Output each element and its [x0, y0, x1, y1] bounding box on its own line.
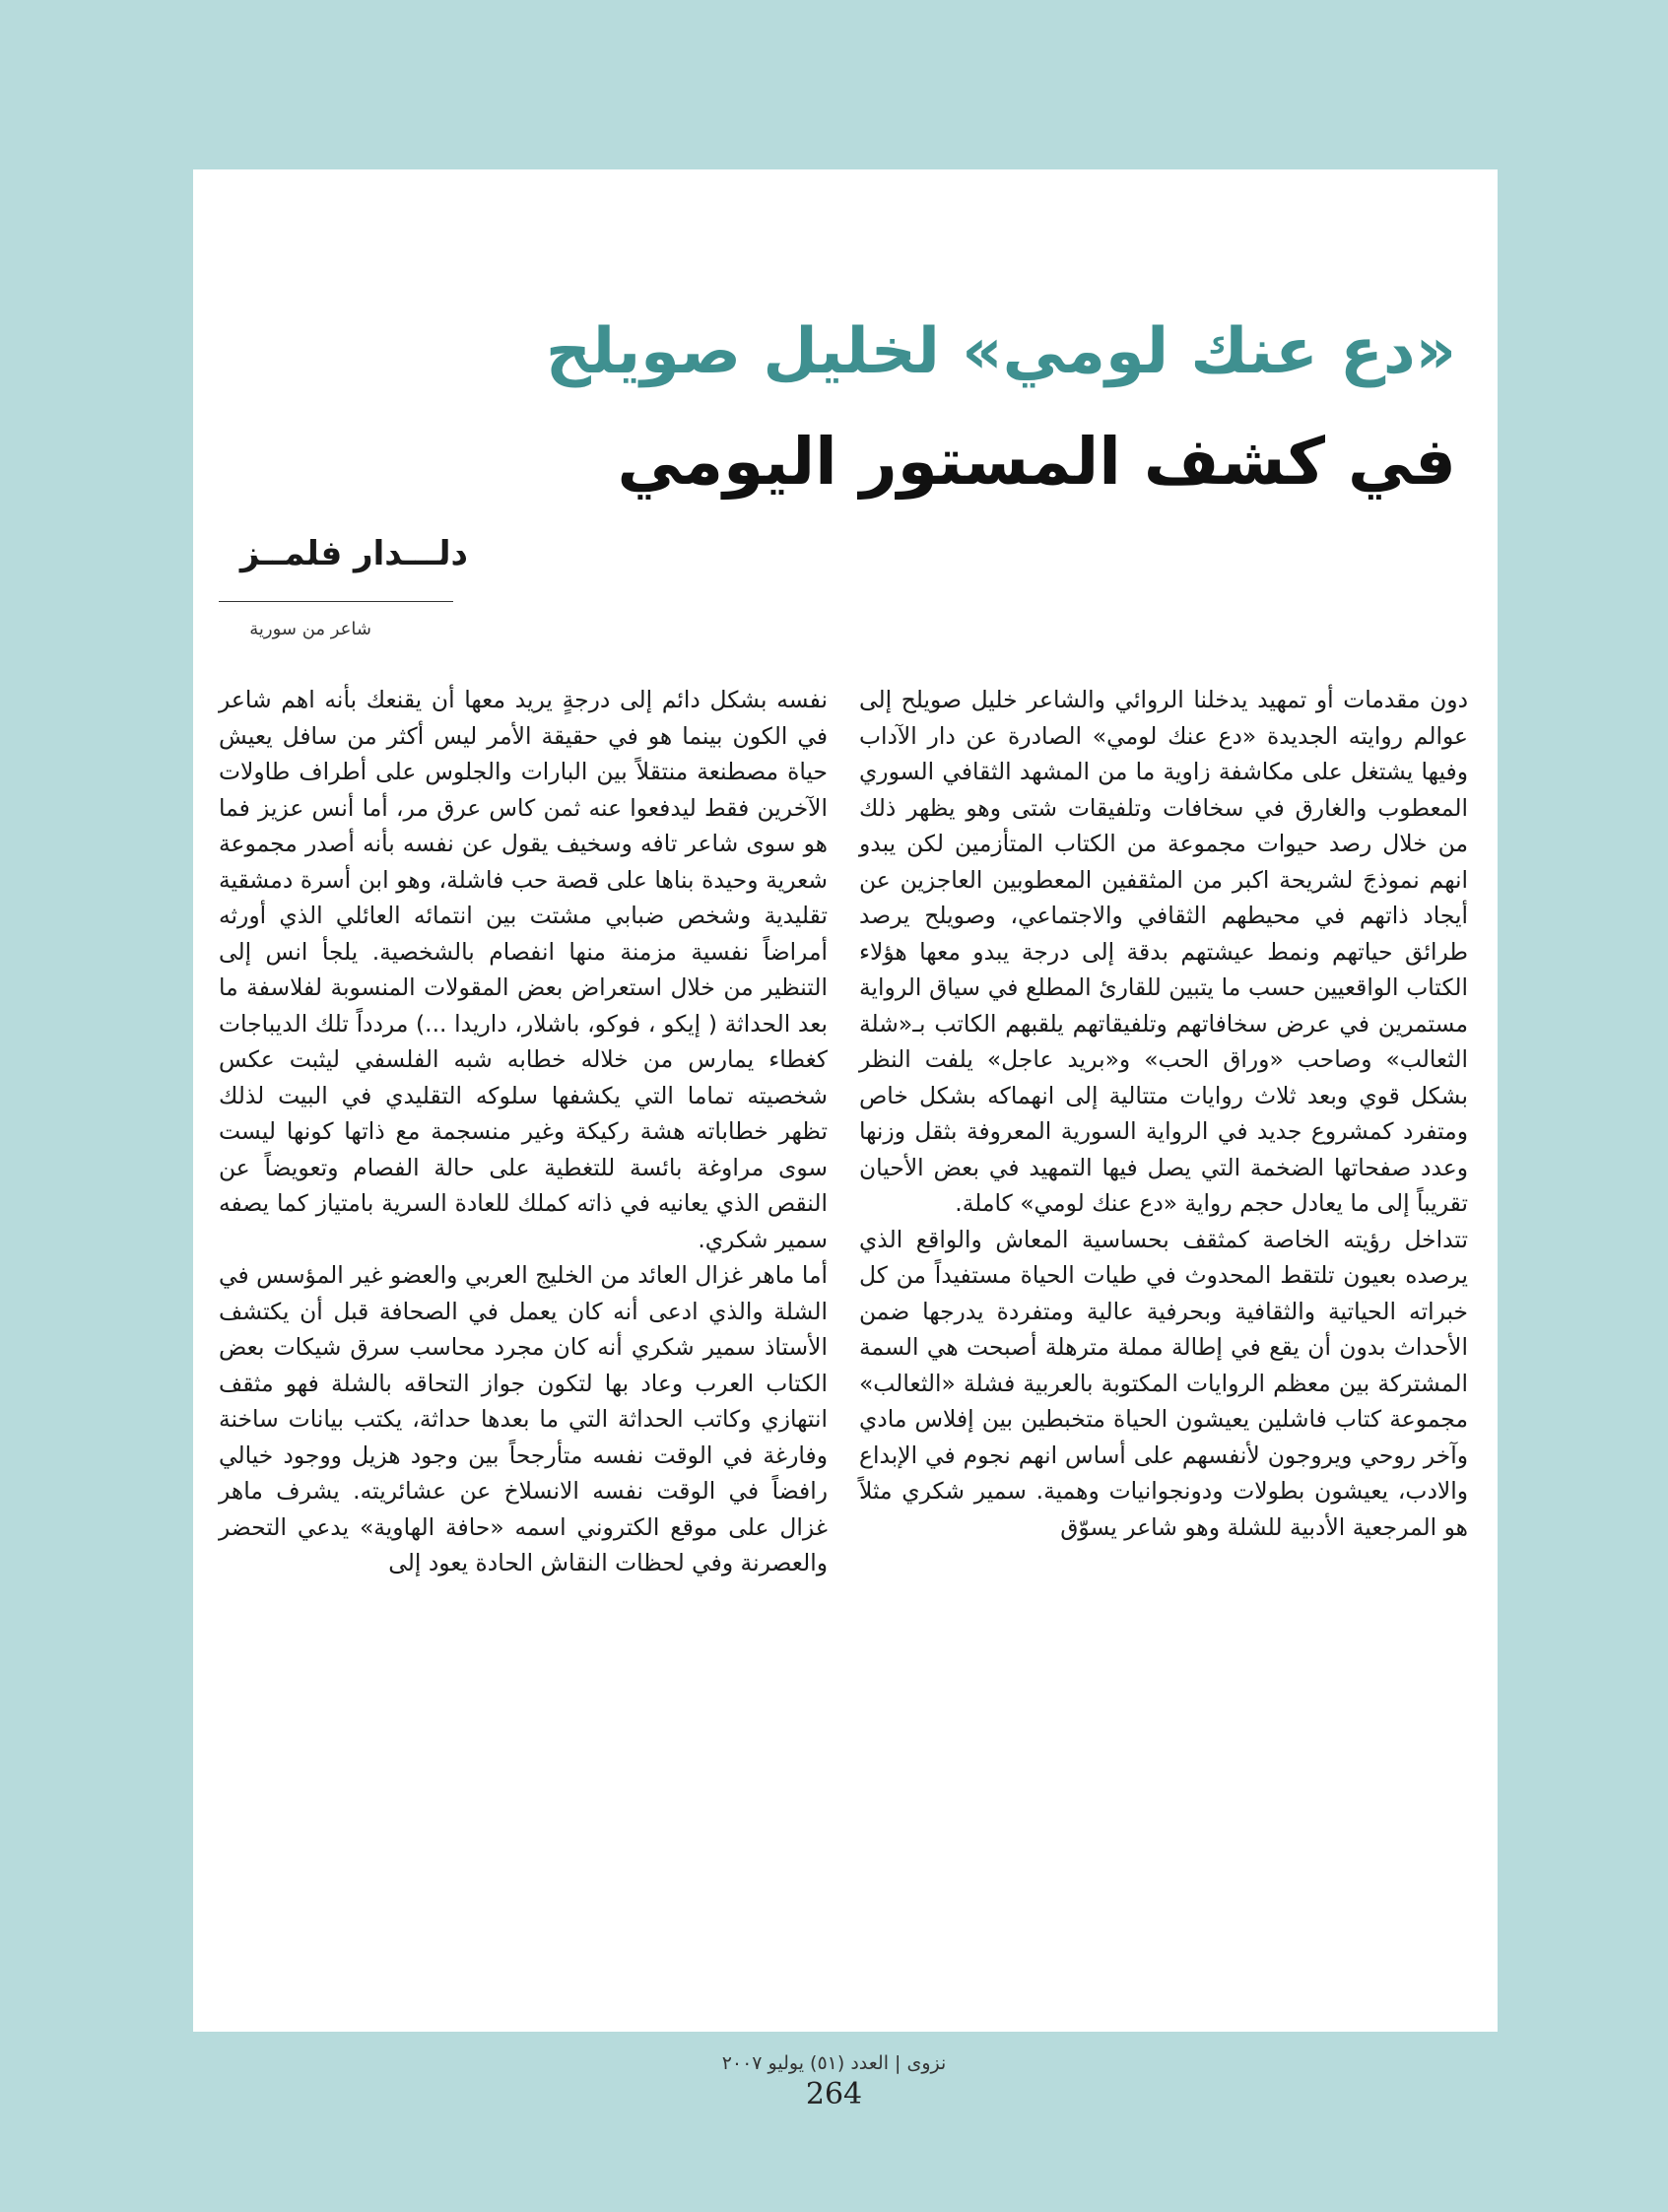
author-divider: [219, 601, 453, 602]
author-name: دلـــدار فلمــز: [239, 534, 468, 573]
article-title-secondary: في كشف المستور اليومي: [617, 424, 1456, 500]
paragraph: أما ماهر غزال العائد من الخليج العربي والعضو غير المؤسس في الشلة والذي ادعى أنه كان يعمل في الصحافة قبل أن يكتشف الأستاذ سمير شكري أنه كان مجرد محاسب سرق شيكات بعض الكتاب العرب وعاد بها لتكون جواز التحاقه بالشلة فهو مثقف انتهازي وكاتب الحداثة التي ما بعدها حداثة، يكتب بيانات ساخنة وفارغة في الوقت نفسه متأرجحاً بين وجود هزيل ووجود خيالي رافضاً في الوقت نفسه الانسلاخ عن عشائريته. يشرف ماهر غزال على موقع الكتروني اسمه «حافة الهاوية» يدعي التحضر والعصرنة وفي لحظات النقاش الحادة يعود إلى: [219, 1261, 828, 1576]
author-affiliation: شاعر من سورية: [249, 619, 371, 639]
article-title-primary: «دع عنك لومي» لخليل صويلح: [545, 315, 1456, 388]
text-column-left: [219, 682, 828, 1581]
paragraph: دون مقدمات أو تمهيد يدخلنا الروائي والشاعر خليل صويلح إلى عوالم روايته الجديدة «دع عنك لومي» الصادرة عن دار الآداب وفيها يشتغل على مكاشفة زاوية ما من المشهد الثقافي السوري المعطوب والغارق في سخافات وتلفيقات شتى وهو يظهر ذلك من خلال رصد حيوات مجموعة من الكتاب المتأزمين لكن يبدو انهم نموذجَ لشريحة اكبر من المثقفين المعطوبين العاجزين عن أيجاد ذاتهم في محيطهم الثقافي والاجتماعي، وصويلح يرصد طرائق حياتهم ونمط عيشتهم بدقة إلى درجة يبدو معها هؤلاء الكتاب الواقعيين حسب ما يتبين للقارئ المطلع في سياق الرواية مستمرين في عرض سخافاتهم وتلفيقاتهم يلقبهم الكاتب بـ«شلة الثعالب» وصاحب «وراق الحب» و«بريد عاجل» يلفت النظر بشكل قوي وبعد ثلاث روايات متتالية إلى انهماكه بشكل خاص ومتفرد كمشروع جديد في الرواية السورية المعروفة بثقل وزنها وعدد صفحاتها الضخمة التي يصل فيها التمهيد في بعض الأحيان تقريباً إلى ما يعادل حجم رواية «دع عنك لومي» كاملة.: [859, 686, 1468, 1217]
text-column-right: [859, 682, 1468, 1545]
page-number: 264: [805, 2077, 863, 2111]
paragraph: نفسه بشكل دائم إلى درجةٍ يريد معها أن يقنعك بأنه اهم شاعر في الكون بينما هو في حقيقة الأمر ليس أكثر من سافل يعيش حياة مصطنعة منتقلاً بين البارات والجلوس على أطراف طاولات الآخرين فقط ليدفعوا عنه ثمن كاس عرق مر، أما أنس عزيز فما هو سوى شاعر تافه وسخيف يقول عن نفسه بأنه أصدر مجموعة شعرية وحيدة بناها على قصة حب فاشلة، وهو ابن أسرة دمشقية تقليدية وشخص ضبابي مشتت بين انتمائه العائلي الذي أورثه أمراضاً نفسية مزمنة منها انفصام بالشخصية. يلجأ انس إلى التنظير من خلال استعراض بعض المقولات المنسوبة لفلاسفة ما بعد الحداثة ( إيكو ، فوكو، باشلار، داريدا ...) مردداً تلك الديباجات كغطاء يمارس من خلاله خطابه شبه الفلسفي ليثبت عكس شخصيته تماما التي يكشفها سلوكه التقليدي في البيت لذلك تظهر خطاباته هشة ركيكة وغير منسجمة مع ذاتها كونها ليست سوى مراوغة بائسة للتغطية على حالة الفصام وتعويضاً عن النقص الذي يعانيه في ذاته كملك للعادة السرية بامتياز كما يصفه سمير شكري.: [219, 686, 828, 1253]
journal-issue-info: نزوى | العدد (٥١) يوليو ٢٠٠٧: [721, 2052, 947, 2074]
paragraph: تتداخل رؤيته الخاصة كمثقف بحساسية المعاش والواقع الذي يرصده بعيون تلتقط المحدوث في طيات الحياة مستفيداً من كل خبراته الحياتية والثقافية وبحرفية عالية ومتفردة يدرجها ضمن الأحداث بدون أن يقع في إطالة مملة مترهلة أصبحت هي السمة المشتركة بين معظم الروايات المكتوبة بالعربية فشلة «الثعالب» مجموعة كتاب فاشلين يعيشون الحياة متخبطين بين إفلاس مادي وآخر روحي ويروجون لأنفسهم على أساس انهم نجوم في الإبداع والادب، يعيشون بطولات ودونجوانيات وهمية. سمير شكري مثلاً هو المرجعية الأدبية للشلة وهو شاعر يسوّق: [859, 1225, 1468, 1541]
